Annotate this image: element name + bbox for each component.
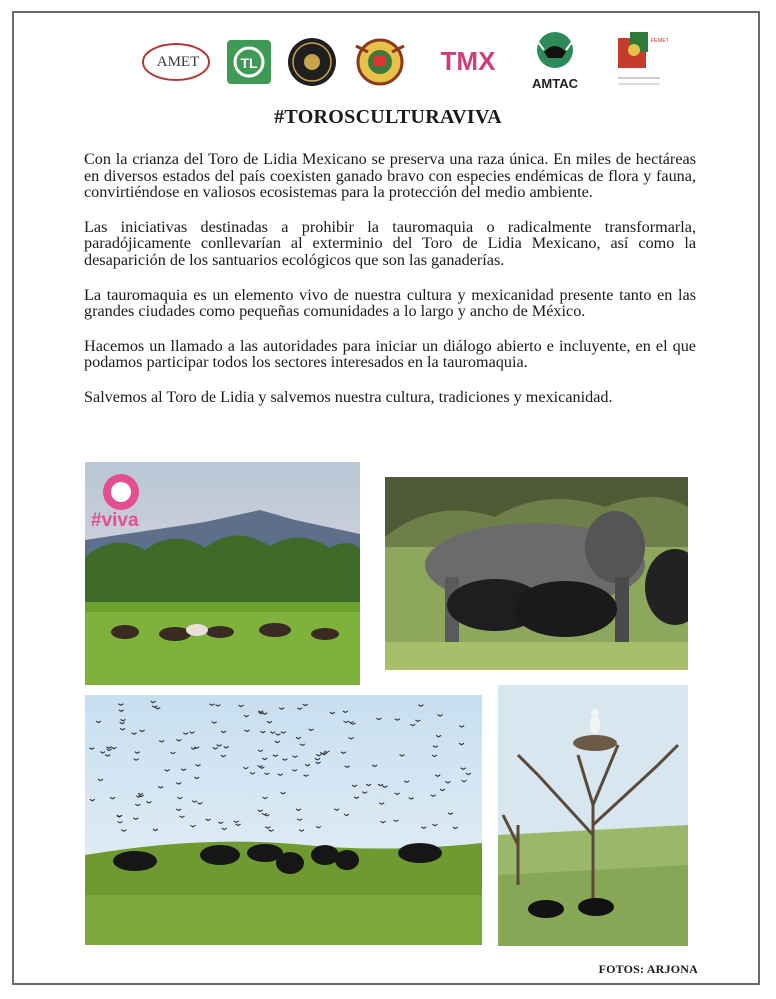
- photo-bulls-mountain: [85, 462, 360, 685]
- article-body: [84, 151, 696, 424]
- circular-seal-logo: [286, 36, 338, 88]
- paragraph-5: Salvemos al Toro de Lidia y salvemos nuestra cultura, tradiciones y mexicanidad.: [84, 387, 613, 406]
- tl-logo: [225, 38, 273, 86]
- paragraph-2: Las iniciativas destinadas a prohibir la tauromaquia o radicalmente transformarla, paradójicamente conllevarían al exterminio del Toro de Lidia Mexicano, así como la desaparición de los santuarios ecológicos que son las ganaderías.: [84, 217, 696, 269]
- photo-birds-bulls: [85, 695, 482, 945]
- logos-row: [140, 28, 680, 98]
- photo-bull-calves: [385, 477, 688, 670]
- amet-logo-text: AMET: [156, 54, 200, 70]
- paragraph-1: Con la crianza del Toro de Lidia Mexicano se preserva una raza única. En miles de hectáreas en diversos estados del país coexisten ganado bravo con especies endémicas de flora y fauna, convirtiéndose en valiosos ecosistemas para la protección del medio ambiente.: [84, 150, 696, 202]
- femet-logo: [610, 28, 668, 94]
- page-title: #TOROSCULTURAVIVA: [274, 106, 502, 128]
- viva-badge-text: #viva: [91, 510, 139, 531]
- amtac-logo: [520, 28, 590, 94]
- tl-logo-text: TL: [240, 55, 258, 71]
- tmx-logo-text: TMX: [440, 46, 496, 76]
- photo-credit: FOTOS: ARJONA: [598, 962, 698, 976]
- femet-logo-text: FEMET: [650, 38, 668, 44]
- paragraph-3: La tauromaquia es un elemento vivo de nuestra cultura y mexicanidad presente tanto en las grandes ciudades como pequeñas comunidades a lo largo y ancho de México.: [84, 285, 696, 321]
- crest-logo: [348, 34, 412, 88]
- photo-stork-tree: [498, 685, 688, 946]
- amtac-logo-text: AMTAC: [532, 76, 578, 91]
- amet-logo: [140, 40, 212, 84]
- paragraph-4: Hacemos un llamado a las autoridades para iniciar un diálogo abierto e incluyente, en el que podamos participar todos los sectores interesados en la tauromaquia.: [84, 336, 696, 372]
- tmx-logo: [424, 42, 512, 82]
